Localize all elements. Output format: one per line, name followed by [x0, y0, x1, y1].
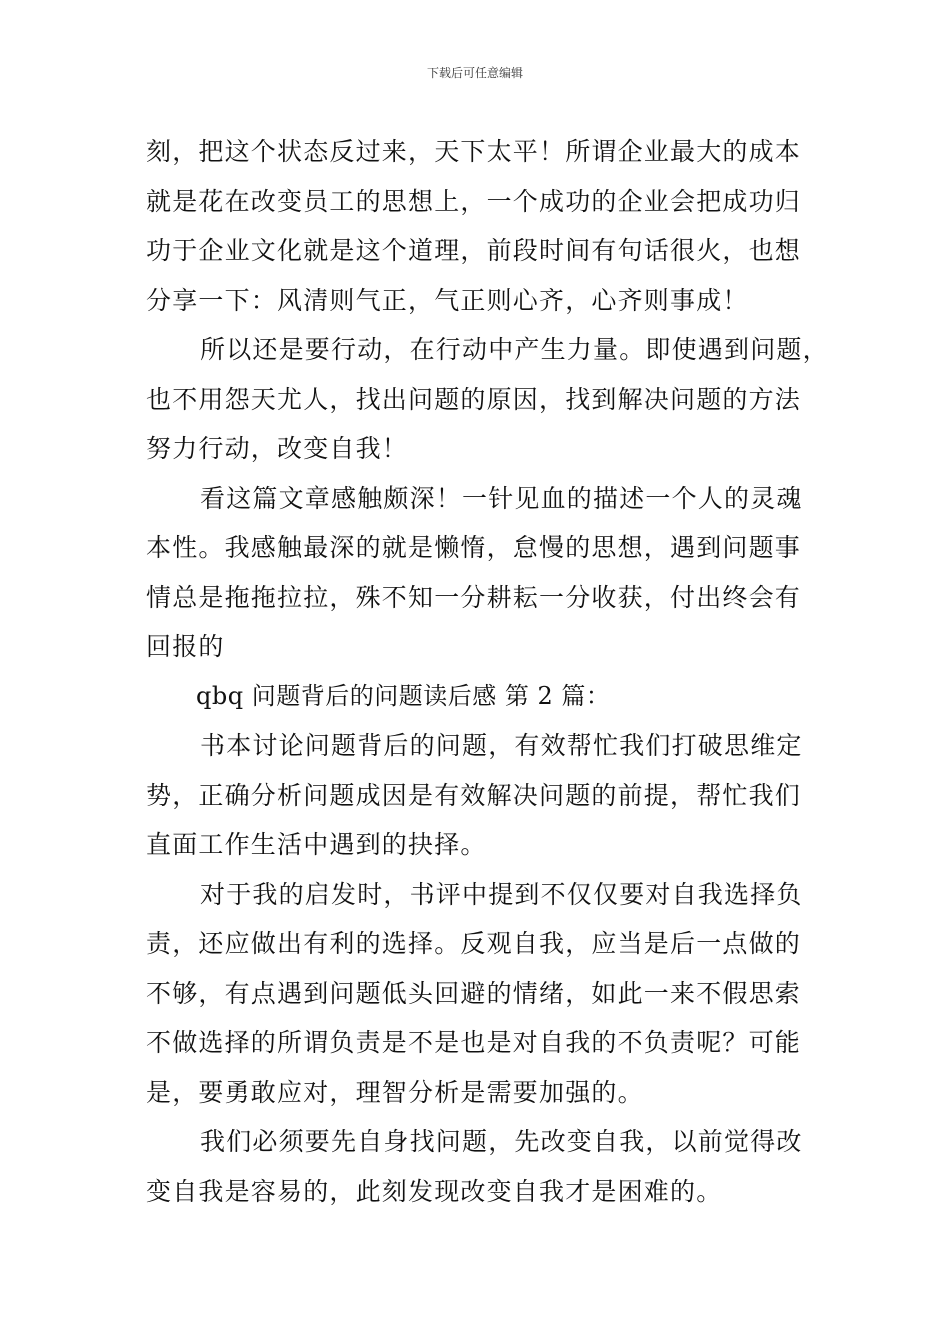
text-line: 对于我的启发时，书评中提到不仅仅要对自我选择负 — [200, 879, 803, 909]
text-line: 情总是拖拖拉拉，殊不知一分耕耘一分收获，付出终会有 — [146, 582, 802, 612]
section-heading-text: qbq 问题背后的问题读后感 第 2 篇： — [196, 681, 611, 710]
document-body — [146, 127, 829, 1216]
text-line: 所以还是要行动，在行动中产生力量。即使遇到问题， — [200, 335, 829, 364]
text-line: 不够，有点遇到问题低头回避的情绪，如此一来不假思索 — [146, 978, 802, 1008]
text-line: 书本讨论问题背后的问题，有效帮忙我们打破思维定 — [200, 731, 803, 760]
text-line: 势，正确分析问题成因是有效解决问题的前提，帮忙我们 — [146, 780, 802, 810]
text-line: 努力行动，改变自我！ — [146, 434, 409, 463]
text-line: 也不用怨天尤人，找出问题的原因，找到解决问题的方法 — [146, 384, 802, 414]
page-header: 下载后可任意编辑 — [426, 66, 523, 80]
paragraph — [146, 325, 829, 474]
paragraph — [146, 1117, 806, 1216]
text-line: 刻，把这个状态反过来，天下太平！所谓企业最大的成本 — [146, 137, 802, 166]
text-line: 分享一下：风清则气正，气正则心齐，心齐则事成！ — [146, 285, 749, 315]
paragraph — [146, 127, 806, 325]
text-line: 变自我是容易的，此刻发现改变自我才是困难的。 — [146, 1176, 723, 1206]
text-line: 本性。我感触最深的就是懒惰，怠慢的思想，遇到问题事 — [146, 533, 802, 562]
text-line: 看这篇文章感触颇深！一针见血的描述一个人的灵魂 — [200, 483, 803, 513]
paragraph — [146, 721, 806, 870]
paragraph — [146, 474, 806, 672]
text-line: 不做选择的所谓负责是不是也是对自我的不负责呢？可能 — [146, 1028, 802, 1057]
text-line: 我们必须要先自身找问题，先改变自我，以前觉得改 — [200, 1127, 803, 1156]
text-line: 是，要勇敢应对，理智分析是需要加强的。 — [146, 1077, 644, 1107]
text-line: 回报的 — [146, 632, 225, 661]
section-heading — [146, 672, 806, 722]
paragraph — [146, 870, 806, 1118]
text-line: 就是花在改变员工的思想上，一个成功的企业会把成功归 — [146, 186, 802, 216]
text-line: 直面工作生活中遇到的抉择。 — [146, 830, 487, 859]
text-line: 功于企业文化就是这个道理，前段时间有句话很火，也想 — [146, 236, 802, 265]
text-line: 责，还应做出有利的选择。反观自我，应当是后一点做的 — [146, 929, 802, 958]
